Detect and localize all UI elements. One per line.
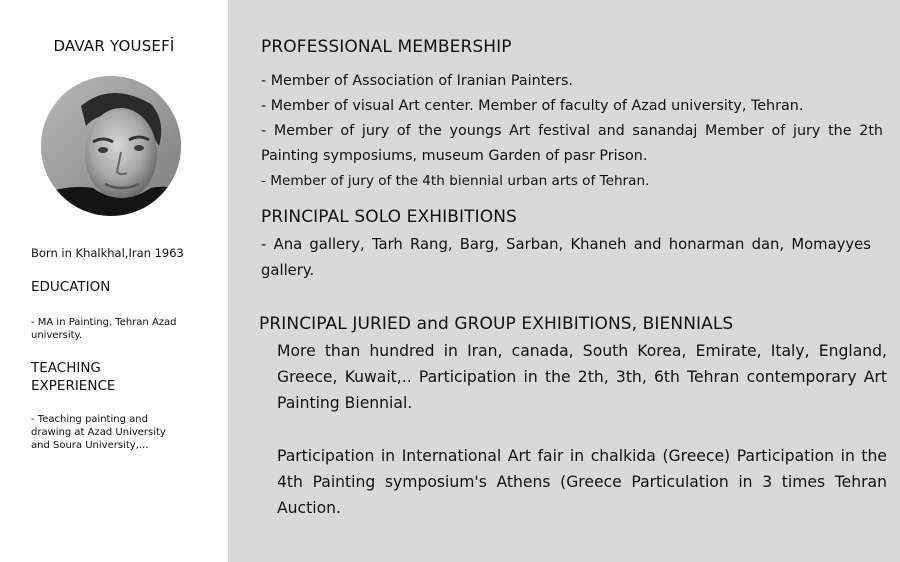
membership-list: [261, 69, 883, 194]
list-item: - Member of Association of Iranian Painters.: [261, 73, 573, 89]
teaching-text: - Teaching painting and drawing at Azad University and Soura University,...: [31, 414, 166, 451]
avatar: [41, 76, 181, 216]
artist-name: DAVAR YOUSEFİ: [53, 37, 175, 55]
list-item: - Member of jury of the youngs Art festival and sanandaj Member of jury the 2th Painting symposiums, museum Garden of pasr Prison.: [261, 123, 883, 164]
membership-heading: PROFESSIONAL MEMBERSHIP: [261, 37, 512, 57]
teaching-heading: TEACHING EXPERIENCE: [31, 360, 116, 394]
birth-info: Born in Khalkhal,Iran 1963: [31, 246, 184, 260]
group-paragraph-2: Participation in International Art fair in chalkida (Greece) Participation in the 4th Painting symposium's Athens (Greece Particulation in 3 times Tehran Auction.: [277, 447, 887, 517]
sidebar: [0, 0, 228, 562]
list-item: - Member of visual Art center. Member of faculty of Azad university, Tehran.: [261, 98, 804, 114]
education-heading: EDUCATION: [31, 279, 111, 295]
group-heading: PRINCIPAL JURIED and GROUP EXHIBITIONS, BIENNIALS: [259, 314, 734, 334]
education-text: - MA in Painting, Tehran Azad university.: [31, 317, 177, 341]
solo-text: - Ana gallery, Tarh Rang, Barg, Sarban, Khaneh and honarman dan, Momayyes gallery.: [261, 236, 871, 279]
list-item: - Member of jury of the 4th biennial urban arts of Tehran.: [261, 173, 650, 189]
solo-heading: PRINCIPAL SOLO EXHIBITIONS: [261, 207, 517, 227]
group-paragraph-1: More than hundred in Iran, canada, South Korea, Emirate, Italy, England, Greece, Kuwait,.. Participation in the 2th, 3th, 6th Tehran contemporary Art Painting Biennial.: [277, 342, 887, 412]
portrait-photo: [41, 76, 181, 216]
